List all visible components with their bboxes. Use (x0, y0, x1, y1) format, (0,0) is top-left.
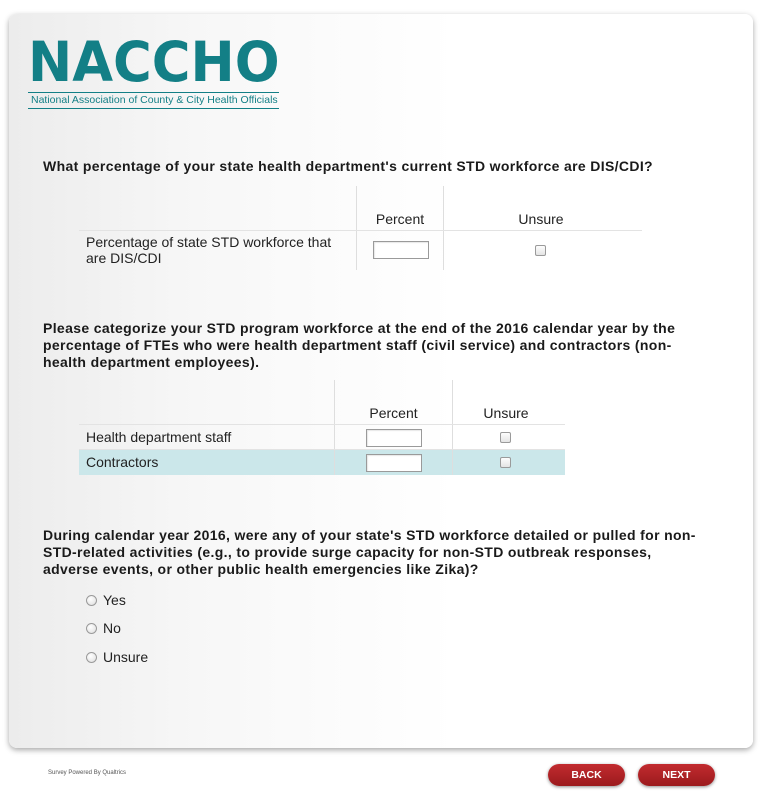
q1-unsure-checkbox[interactable] (535, 245, 546, 256)
q2-col-unsure: Unsure (483, 405, 529, 421)
q1-percent-input[interactable] (373, 241, 429, 259)
q2-row-label-contractors: Contractors (86, 454, 159, 470)
q2-contractors-unsure-checkbox[interactable] (500, 457, 511, 468)
option-label: Yes (103, 592, 126, 608)
matrix-header-rule (79, 230, 642, 231)
next-button[interactable]: NEXT (638, 764, 715, 786)
question-1-text: What percentage of your state health department's current STD workforce are DIS/CDI? (43, 158, 653, 174)
q1-row-label: Percentage of state STD workforce that are DIS/CDI (86, 234, 332, 266)
back-button[interactable]: BACK (548, 764, 625, 786)
logo-subtitle: National Association of County & City Health Officials (28, 92, 279, 109)
option-label: Unsure (103, 649, 149, 665)
matrix-divider (452, 380, 453, 475)
question-3-line: adverse events, or other public health emergencies like Zika)? (43, 561, 479, 577)
question-3-text (43, 527, 696, 578)
matrix-row-rule (79, 449, 565, 450)
radio-button[interactable] (86, 623, 97, 634)
option-label: No (103, 620, 121, 636)
question-2-line: health department employees). (43, 354, 260, 370)
question-2-text (43, 320, 675, 371)
q1-col-percent: Percent (375, 211, 425, 227)
survey-card (9, 14, 753, 748)
question-3-line: During calendar year 2016, were any of your state's STD workforce detailed or pulled for non- (43, 527, 696, 543)
logo-wordmark: NACCHO (28, 30, 280, 94)
q3-option-yes[interactable] (86, 592, 126, 608)
question-2-line: percentage of FTEs who were health department staff (civil service) and contractors (non- (43, 337, 672, 353)
naccho-logo (28, 30, 282, 109)
question-3-line: STD-related activities (e.g., to provide surge capacity for non-STD outbreak responses, (43, 544, 652, 560)
q2-contractors-percent-input[interactable] (366, 454, 422, 472)
radio-button[interactable] (86, 595, 97, 606)
matrix-header-rule (79, 424, 565, 425)
q2-staff-unsure-checkbox[interactable] (500, 432, 511, 443)
q3-option-no[interactable] (86, 620, 121, 636)
powered-by-text: Survey Powered By Qualtrics (48, 770, 127, 776)
matrix-divider (443, 186, 444, 270)
question-2-line: Please categorize your STD program workforce at the end of the 2016 calendar year by the (43, 320, 676, 336)
q2-col-percent: Percent (369, 405, 418, 421)
matrix-divider (356, 186, 357, 270)
radio-button[interactable] (86, 652, 97, 663)
q1-col-unsure: Unsure (518, 211, 564, 227)
q2-staff-percent-input[interactable] (366, 429, 422, 447)
q2-row-label-staff: Health department staff (86, 429, 232, 445)
matrix-divider (334, 380, 335, 475)
q3-option-unsure[interactable] (86, 649, 148, 665)
